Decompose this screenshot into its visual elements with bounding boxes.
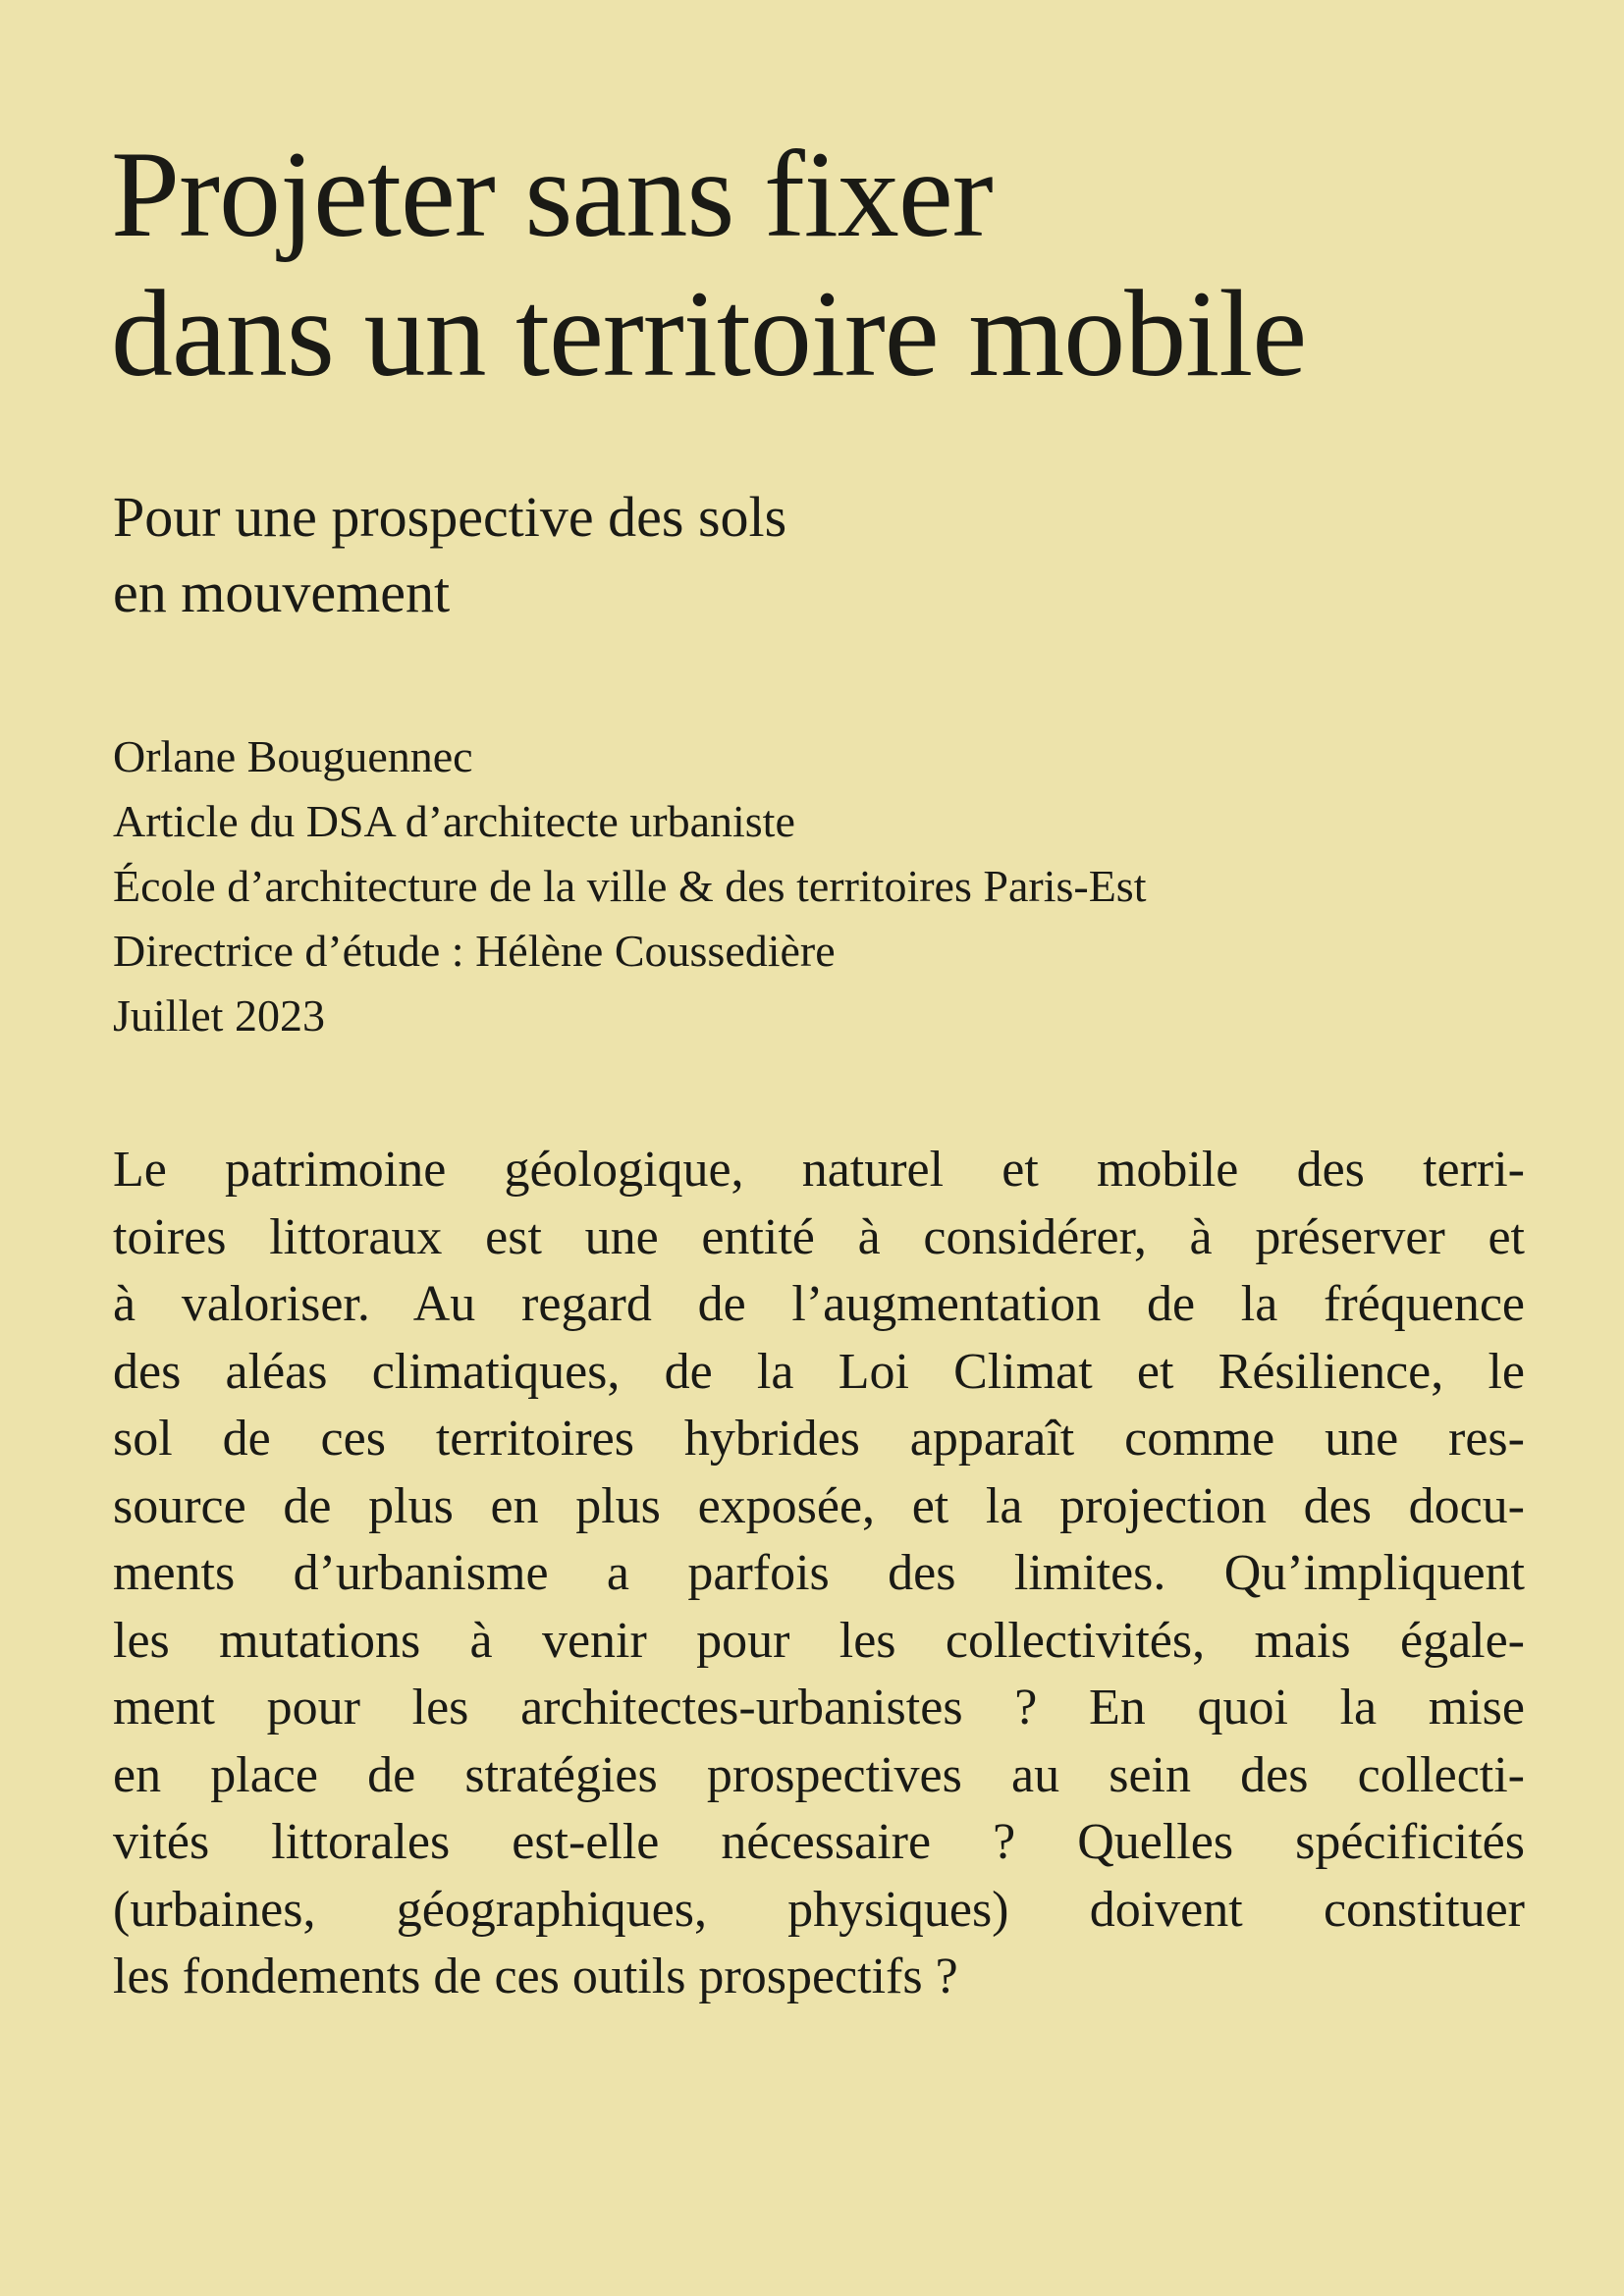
body-line: les fondements de ces outils prospectifs ? [113,1949,958,2004]
page-subtitle [113,479,786,630]
page-title [111,126,1306,404]
title-line-1: Projeter sans fixer [111,127,993,263]
study-director: Directrice d’étude : Hélène Coussedière [113,926,836,976]
body-line: ments d’urbanisme a parfois des limites. Qu’impliquent [113,1545,1525,1601]
subtitle-line-2: en mouvement [113,561,451,624]
body-line: les mutations à venir pour les collectivités, mais égale- [113,1612,1525,1669]
publication-date: Juillet 2023 [113,990,325,1041]
body-line: vités littorales est-elle nécessaire ? Quelles spécificités [113,1814,1525,1870]
body-line: Le patrimoine géologique, naturel et mobile des terri- [113,1142,1525,1198]
body-line: source de plus en plus exposée, et la projection des docu- [113,1477,1525,1534]
school-name: École d’architecture de la ville & des territoires Paris-Est [113,861,1147,911]
body-line: en place de stratégies prospectives au sein des collecti- [113,1746,1525,1803]
body-line: sol de ces territoires hybrides apparaît comme une res- [113,1411,1525,1467]
body-line: des aléas climatiques, de la Loi Climat et Résilience, le [113,1343,1525,1400]
author-name: Orlane Bouguennec [113,731,473,781]
body-line: toires littoraux est une entité à considérer, à préserver et [113,1208,1525,1265]
title-line-2: dans un territoire mobile [111,266,1307,402]
body-line: ment pour les architectes-urbanistes ? En quoi la mise [113,1680,1525,1735]
body-line: à valoriser. Au regard de l’augmentation de la fréquence [113,1276,1525,1332]
article-type: Article du DSA d’architecte urbaniste [113,796,795,846]
body-line: (urbaines, géographiques, physiques) doivent constituer [113,1881,1525,1938]
abstract-paragraph [113,1137,1525,2011]
author-block [113,724,1146,1048]
subtitle-line-1: Pour une prospective des sols [113,485,787,549]
